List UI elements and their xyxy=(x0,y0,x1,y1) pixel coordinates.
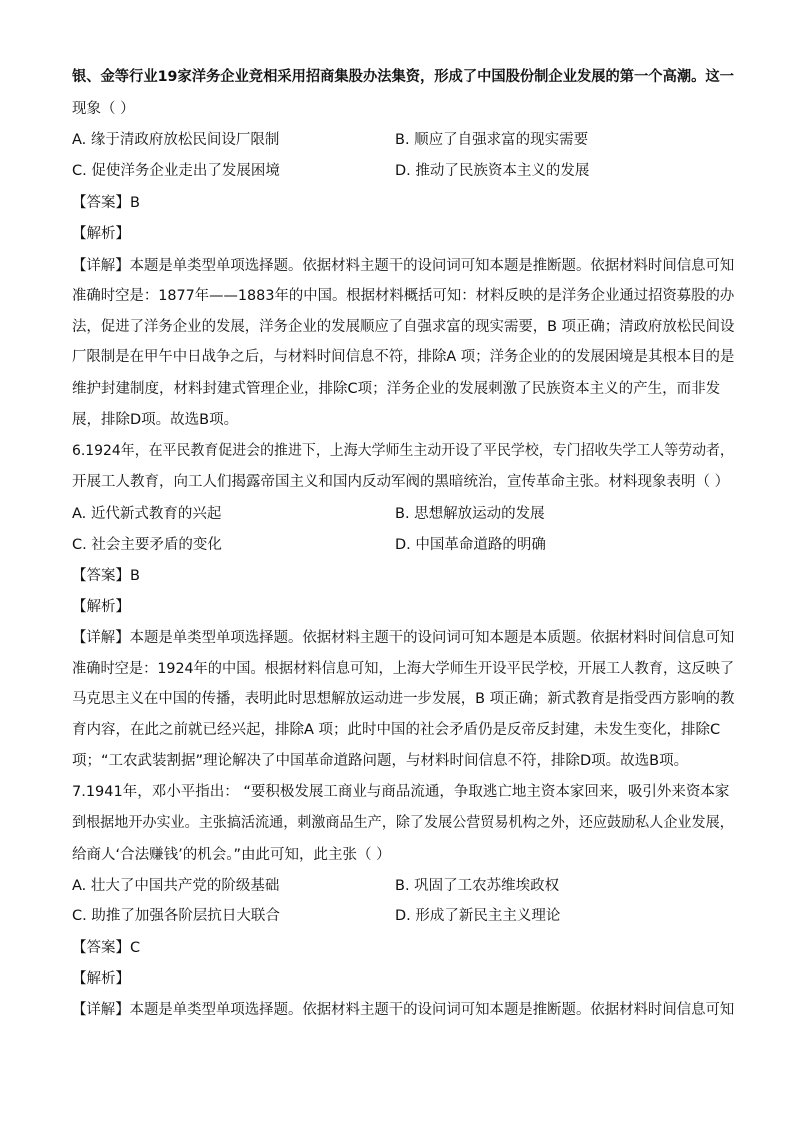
q6-detail-line: 育内容，在此之前就已经兴起，排除A 项；此时中国的社会矛盾仍是反帝反封建，未发生变化，排除C xyxy=(72,722,721,738)
q7-answer: 【答案】C xyxy=(72,940,141,956)
q6-option-a: A. 近代新式教育的兴起 xyxy=(72,506,222,522)
q6-option-d: D. 中国革命道路的明确 xyxy=(395,537,546,553)
q5-stem-line-2: 现象（ ） xyxy=(72,101,135,117)
q5-option-a: A. 缘于清政府放松民间设厂限制 xyxy=(72,132,280,148)
q5-detail-line: 准确时空是：1877年——1883年的中国。根据材料概括可知：材料反映的是洋务企业通过招资募股的办 xyxy=(72,288,735,304)
q5-detail-line: 展，排除D项。故选B项。 xyxy=(72,412,239,428)
q7-option-c: C. 助推了加强各阶层抗日大联合 xyxy=(72,908,280,924)
q5-option-d: D. 推动了民族资本主义的发展 xyxy=(395,163,590,179)
q7-analysis-label: 【解析】 xyxy=(72,971,130,987)
q5-stem-line-1: 银、金等行业19家洋务企业竞相采用招商集股办法集资，形成了中国股份制企业发展的第一个高潮。这一 xyxy=(72,69,734,85)
q5-detail-line: 厂限制是在甲午中日战争之后，与材料时间信息不符，排除A 项；洋务企业的的发展困境是其根本目的是 xyxy=(72,349,735,365)
q6-detail-line: 准确时空是：1924年的中国。根据材料信息可知，上海大学师生开设平民学校，开展工人教育，这反映了 xyxy=(72,661,735,677)
q6-option-c: C. 社会主要矛盾的变化 xyxy=(72,537,222,553)
q7-stem-line-3: 给商人‘合法赚钱’的机会。”由此可知，此主张（ ） xyxy=(72,847,391,863)
q5-detail-line: 【详解】本题是单类型单项选择题。依据材料主题干的设问词可知本题是推断题。依据材料时间信息可知 xyxy=(72,258,735,274)
q6-option-b: B. 思想解放运动的发展 xyxy=(395,506,545,522)
q6-detail-line: 项；“工农武装割据”理论解决了中国革命道路问题，与材料时间信息不符，排除D项。故选B项。 xyxy=(72,753,689,769)
q7-detail-line: 【详解】本题是单类型单项选择题。依据材料主题干的设问词可知本题是推断题。依据材料时间信息可知 xyxy=(72,1002,735,1018)
q6-stem-line-1: 6.1924年，在平民教育促进会的推进下，上海大学师生主动开设了平民学校，专门招收失学工人等劳动者， xyxy=(72,443,734,459)
q6-answer: 【答案】B xyxy=(72,568,140,584)
q7-option-d: D. 形成了新民主主义理论 xyxy=(395,908,561,924)
q6-analysis-label: 【解析】 xyxy=(72,599,130,615)
q7-option-a: A. 壮大了中国共产党的阶级基础 xyxy=(72,878,280,894)
q5-answer: 【答案】B xyxy=(72,195,140,211)
q6-detail-line: 马克思主义在中国的传播，表明此时思想解放运动进一步发展，B 项正确；新式教育是指受西方影响的教 xyxy=(72,691,735,707)
q5-option-c: C. 促使洋务企业走出了发展困境 xyxy=(72,163,280,179)
q7-option-b: B. 巩固了工农苏维埃政权 xyxy=(395,878,560,894)
q5-option-b: B. 顺应了自强求富的现实需要 xyxy=(395,132,589,148)
q5-detail-line: 法，促进了洋务企业的发展，洋务企业的发展顺应了自强求富的现实需要，B 项正确；清政府放松民间设 xyxy=(72,319,735,335)
q7-stem-line-2: 到根据地开办实业。主张搞活流通，刺激商品生产，除了发展公营贸易机构之外，还应鼓励私人企业发展， xyxy=(72,815,734,831)
q7-stem-line-1: 7.1941年，邓小平指出： “要积极发展工商业与商品流通，争取逃亡地主资本家回来，吸引外来资本家 xyxy=(72,784,730,800)
q5-analysis-label: 【解析】 xyxy=(72,226,130,242)
q6-detail-line: 【详解】本题是单类型单项选择题。依据材料主题干的设问词可知本题是本质题。依据材料时间信息可知 xyxy=(72,630,735,646)
q5-detail-line: 维护封建制度，材料封建式管理企业，排除C项；洋务企业的发展刺激了民族资本主义的产生，而非发 xyxy=(72,381,721,397)
q6-stem-line-2: 开展工人教育，向工人们揭露帝国主义和国内反动军阀的黑暗统治，宣传革命主张。材料现象表明（ ） xyxy=(72,474,730,490)
